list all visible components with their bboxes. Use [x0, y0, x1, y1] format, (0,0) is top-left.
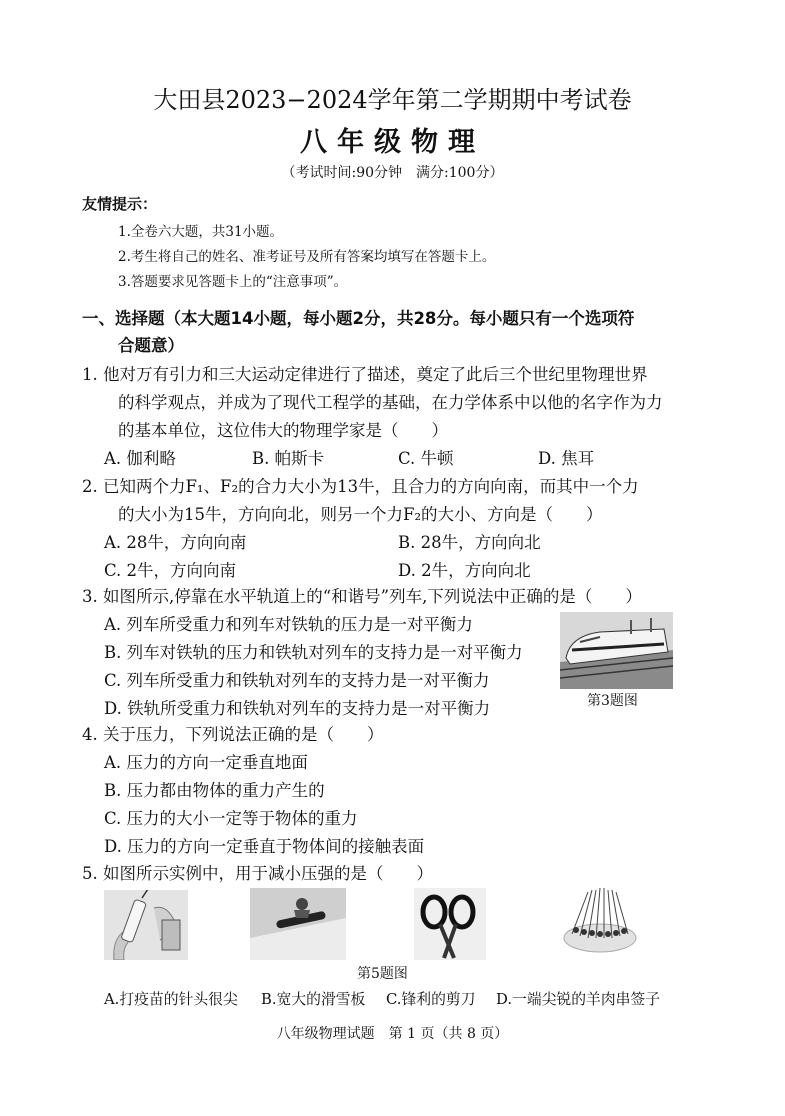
scissors-image	[414, 888, 486, 960]
q2-option-b: B. 28牛，方向向北	[398, 533, 541, 552]
q3-option-c: C. 列车所受重力和铁轨对列车的支持力是一对平衡力	[104, 671, 490, 690]
question-1-line: 1. 他对万有引力和三大运动定律进行了描述，奠定了此后三个世纪里物理世界	[82, 365, 648, 384]
q5-option-a: A.打疫苗的针头很尖	[104, 991, 238, 1008]
q1-option-c: C. 牛顿	[398, 449, 454, 468]
train-image	[560, 612, 673, 689]
q1-option-d: D. 焦耳	[538, 449, 595, 468]
question-2-line: 2. 已知两个力F₁、F₂的合力大小为13牛，且合力的方向向南，而其中一个力	[82, 477, 639, 496]
q3-option-b: B. 列车对铁轨的压力和铁轨对列车的支持力是一对平衡力	[104, 643, 523, 662]
exam-info: （考试时间:90分钟 满分:100分）	[281, 165, 504, 181]
question-2-line: 的大小为15牛，方向向北，则另一个力F₂的大小、方向是（ ）	[118, 505, 603, 524]
q1-option-b: B. 帕斯卡	[252, 449, 325, 468]
q3-option-a: A. 列车所受重力和列车对铁轨的压力是一对平衡力	[104, 615, 473, 634]
vaccine-needle-image	[104, 890, 188, 960]
page-footer: 八年级物理试题 第 1 页（共 8 页）	[276, 1026, 509, 1042]
figure-3-caption: 第3题图	[587, 693, 638, 709]
q4-option-d: D. 压力的方向一定垂直于物体间的接触表面	[104, 837, 425, 856]
q2-option-d: D. 2牛，方向向北	[398, 561, 531, 580]
q5-option-c: C.锋利的剪刀	[386, 991, 476, 1008]
q2-option-c: C. 2牛，方向向南	[104, 561, 237, 580]
question-3-stem: 3. 如图所示,停靠在水平轨道上的“和谐号”列车,下列说法中正确的是（ ）	[82, 587, 642, 606]
exam-title: 大田县2023−2024学年第二学期期中考试卷	[153, 86, 632, 114]
tip-item: 3.答题要求见答题卡上的“注意事项”。	[118, 274, 348, 290]
subject-title: 八年级物理	[300, 127, 485, 158]
q4-option-c: C. 压力的大小一定等于物体的重力	[104, 809, 358, 828]
section-heading: 一、选择题（本大题14小题，每小题2分，共28分。每小题只有一个选项符	[82, 309, 635, 328]
lamb-skewers-image	[560, 886, 640, 962]
question-4-stem: 4. 关于压力，下列说法正确的是（ ）	[82, 725, 384, 744]
tip-item: 2.考生将自己的姓名、准考证号及所有答案均填写在答题卡上。	[118, 249, 496, 265]
snowboard-image	[250, 888, 346, 960]
figure-5-caption: 第5题图	[357, 966, 408, 982]
section-heading-cont: 合题意）	[118, 336, 184, 355]
question-1-line: 的基本单位，这位伟大的物理学家是（ ）	[118, 421, 448, 440]
q3-option-d: D. 铁轨所受重力和铁轨对列车的支持力是一对平衡力	[104, 699, 491, 718]
q4-option-a: A. 压力的方向一定垂直地面	[104, 753, 308, 772]
tips-heading: 友情提示：	[82, 195, 158, 213]
question-1-line: 的科学观点，并成为了现代工程学的基础，在力学体系中以他的名字作为力	[118, 393, 663, 412]
q5-option-d: D.一端尖锐的羊肉串签子	[496, 991, 661, 1008]
q1-option-a: A. 伽利略	[104, 449, 176, 468]
q4-option-b: B. 压力都由物体的重力产生的	[104, 781, 325, 800]
q5-option-b: B.宽大的滑雪板	[261, 991, 366, 1008]
tip-item: 1.全卷六大题，共31小题。	[118, 224, 284, 240]
q2-option-a: A. 28牛，方向向南	[104, 533, 247, 552]
question-5-stem: 5. 如图所示实例中，用于减小压强的是（ ）	[82, 864, 433, 883]
